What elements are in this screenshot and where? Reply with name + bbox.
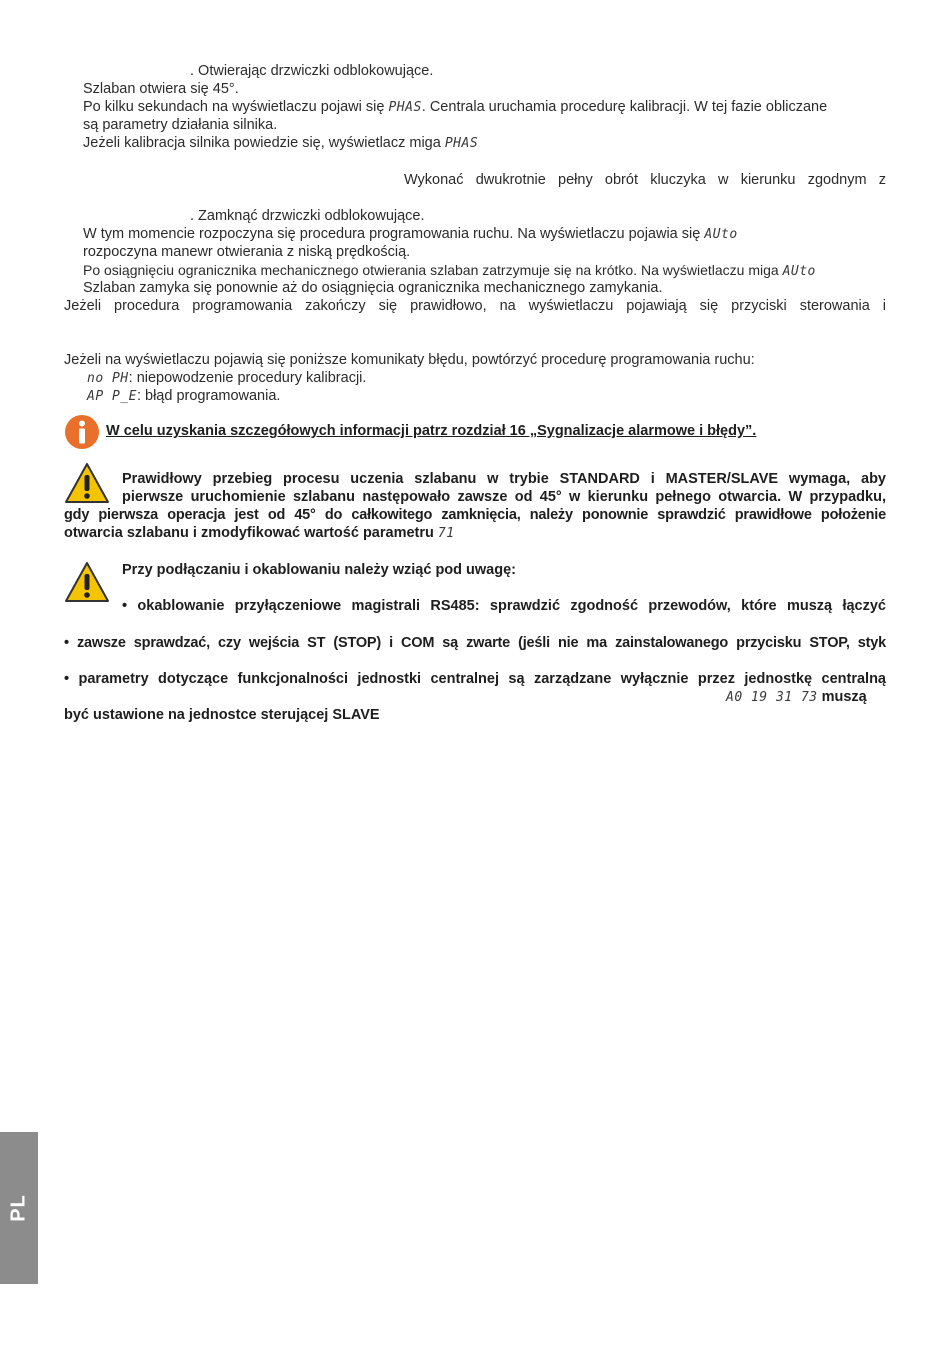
word: obrót <box>604 172 638 188</box>
warning-icon <box>64 561 110 603</box>
step-low-speed-open: rozpoczyna manewr otwierania z niską prędkością. <box>83 244 411 260</box>
language-tab <box>0 1132 38 1284</box>
display-code: no PH <box>87 371 129 386</box>
word: kierunku <box>740 172 796 188</box>
warning1-line2: pierwsze uruchomienie szlabanu następowało zawsze od 45° w kierunku pełnego otwarcia. W przypadku, <box>122 489 886 505</box>
warning1-line3: gdy pierwsza operacja jest od 45° do całkowitego zamknięcia, należy ponownie sprawdzić prawidłowe położenie <box>64 507 886 523</box>
warning2-heading: Przy podłączaniu i okablowaniu należy wziąć pod uwagę: <box>122 562 516 578</box>
word: pełny <box>558 172 593 188</box>
warning2-bullet-params: • parametry dotyczące funkcjonalności jednostki centralnej są zarządzane wyłącznie przez jednostkę centralną <box>64 671 886 687</box>
warning1-line1: Prawidłowy przebieg procesu uczenia szlabanu w trybie STANDARD i MASTER/SLAVE wymaga, aby <box>122 471 886 487</box>
warning2-params-codes: A0 19 31 73 muszą <box>726 689 867 705</box>
display-code: A0 19 31 73 <box>726 690 818 705</box>
language-tab-label: PL <box>7 1194 30 1222</box>
step-calibration-success: Jeżeli kalibracja silnika powiedzie się, wyświetlacz miga PHAS <box>83 135 479 151</box>
display-code: PHAS <box>388 100 422 115</box>
word: z <box>878 172 886 188</box>
error-intro: Jeżeli na wyświetlaczu pojawią się poniższe komunikaty błędu, powtórzyć procedurę programowania ruchu: <box>64 352 755 368</box>
warning2-slave-line: być ustawione na jednostce sterującej SLAVE <box>64 707 380 723</box>
word: kluczyka <box>650 172 706 188</box>
step-barrier-opens: Szlaban otwiera się 45°. <box>83 81 239 97</box>
step-open-limit: Po osiągnięciu ogranicznika mechanicznego otwierania szlaban zatrzymuje się na krótko. Na wyświetlaczu miga AUto <box>83 262 816 279</box>
display-code: PHAS <box>444 136 479 151</box>
step-programming-success: Jeżeli procedura programowania zakończy się prawidłowo, na wyświetlaczu pojawiają się przyciski sterowania i <box>64 298 886 314</box>
step-close-door: . Zamknąć drzwiczki odblokowujące. <box>190 208 425 224</box>
step-motor-params: są parametry działania silnika. <box>83 117 278 133</box>
info-note: W celu uzyskania szczegółowych informacji patrz rozdział 16 „Sygnalizacje alarmowe i błędy”. <box>106 423 757 439</box>
step-close-limit: Szlaban zamyka się ponownie aż do osiągnięcia ogranicznika mechanicznego zamykania. <box>83 280 663 296</box>
error-calibration: no PH: niepowodzenie procedury kalibracji. <box>87 370 367 386</box>
display-code: AUto <box>704 227 738 242</box>
step-programming-start: W tym momencie rozpoczyna się procedura programowania ruchu. Na wyświetlaczu pojawia się AUto <box>83 226 738 242</box>
word: dwukrotnie <box>475 172 546 188</box>
step-phas-appears: Po kilku sekundach na wyświetlaczu pojawi się PHAS. Centrala uruchamia procedurę kalibracji. W tej fazie obliczane <box>83 99 828 115</box>
error-programming: AP P_E: błąd programowania. <box>87 388 281 404</box>
display-code: AP P_E <box>87 389 137 404</box>
warning-icon <box>64 462 110 504</box>
step-unlock-door: . Otwierając drzwiczki odblokowujące. <box>190 63 434 79</box>
word: w <box>718 172 729 188</box>
display-code: 71 <box>437 526 455 541</box>
warning2-bullet-rs485: • okablowanie przyłączeniowe magistrali RS485: sprawdzić zgodność przewodów, które muszą łączyć <box>122 598 886 614</box>
info-icon <box>64 414 100 450</box>
word: zgodnym <box>807 172 867 188</box>
display-code: AUto <box>782 264 816 279</box>
step-turn-key <box>404 172 886 189</box>
warning2-bullet-stop: • zawsze sprawdzać, czy wejścia ST (STOP) i COM są zwarte (jeśli nie ma zainstalowanego przycisku STOP, styk <box>64 635 886 651</box>
warning1-line4: otwarcia szlabanu i zmodyfikować wartość parametru 71 <box>64 525 455 541</box>
word: Wykonać <box>404 172 464 188</box>
